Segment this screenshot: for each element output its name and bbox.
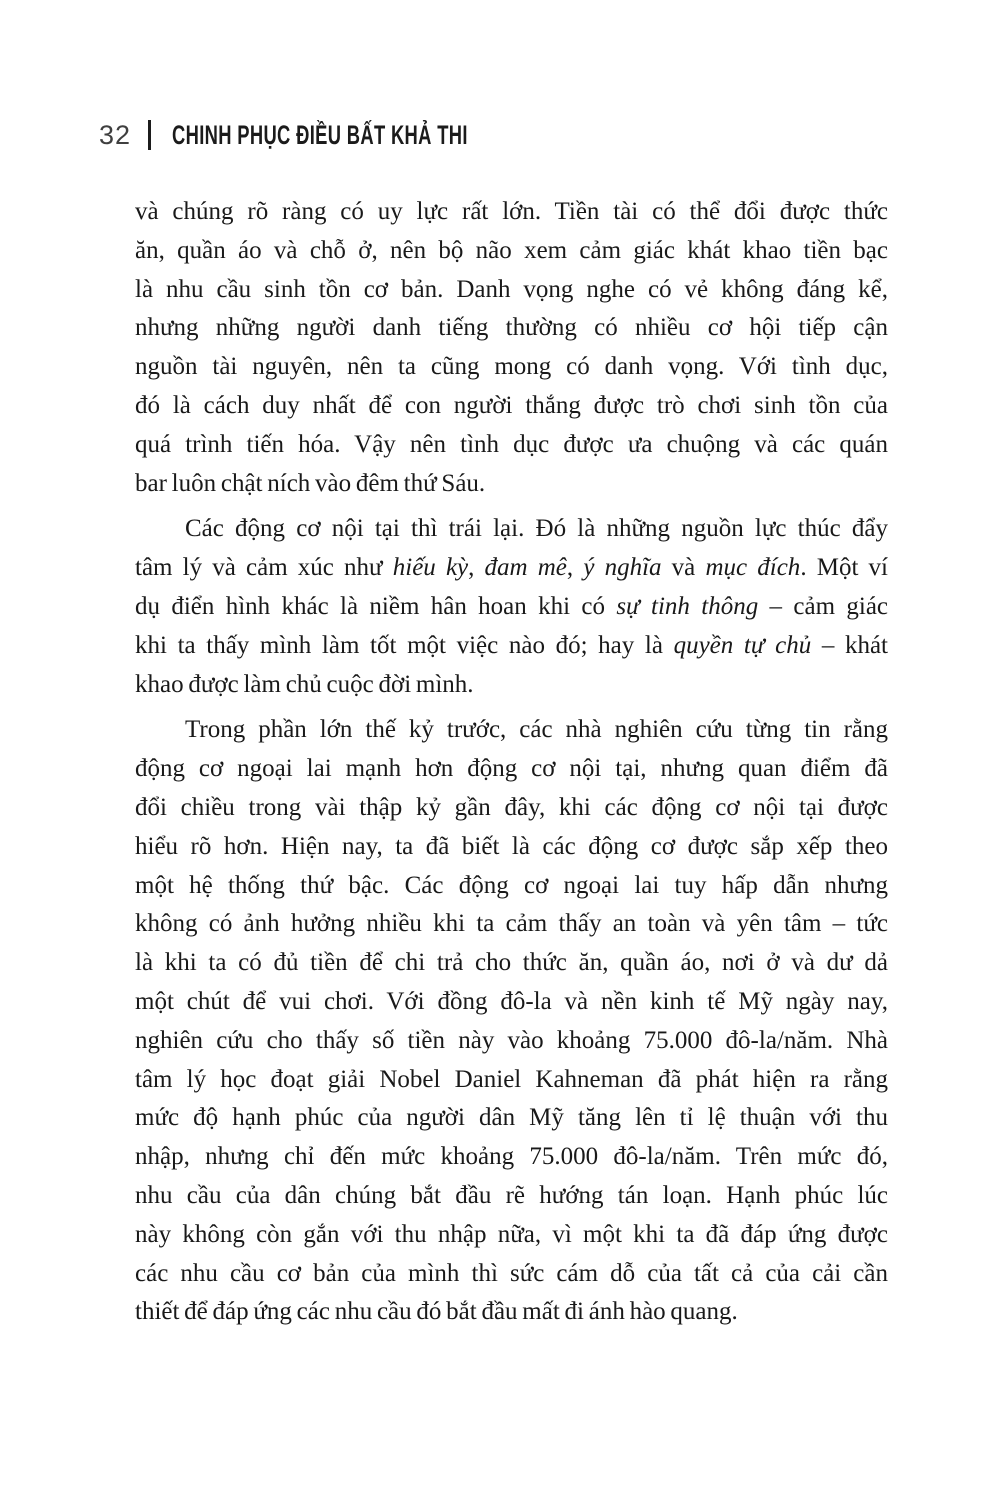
text-line: bar luôn chật ních vào đêm thứ Sáu. bbox=[135, 469, 486, 497]
page-number: 32 bbox=[99, 119, 132, 150]
text-line: là nhu cầu sinh tồn cơ bản. Danh vọng nghe có vẻ không đáng kể, bbox=[135, 275, 888, 303]
text-line: dụ điển hình khác là niềm hân hoan khi có sự tinh thông – cảm giác bbox=[135, 592, 889, 620]
text-line: động cơ ngoại lai mạnh hơn động cơ nội tại, nhưng quan điểm đã bbox=[135, 755, 888, 783]
text-line: khao được làm chủ cuộc đời mình. bbox=[135, 670, 474, 698]
text-line: đổi chiều trong vài thập kỷ gần đây, khi các động cơ nội tại được bbox=[135, 793, 888, 821]
text-line: ăn, quần áo và chỗ ở, nên bộ não xem cảm giác khát khao tiền bạc bbox=[135, 236, 888, 264]
text-line: Trong phần lớn thế kỷ trước, các nhà nghiên cứu từng tin rằng bbox=[185, 716, 888, 744]
text-line: một chút để vui chơi. Với đồng đô-la và nền kinh tế Mỹ ngày nay, bbox=[135, 987, 888, 1015]
page-header bbox=[99, 117, 607, 153]
text-line: một hệ thống thứ bậc. Các động cơ ngoại lai tuy hấp dẫn nhưng bbox=[135, 871, 888, 899]
text-line: các nhu cầu cơ bản của mình thì sức cám dỗ của tất cả của cải cần bbox=[135, 1259, 888, 1287]
text-line: hiểu rõ hơn. Hiện nay, ta đã biết là các động cơ được sắp xếp theo bbox=[135, 832, 888, 860]
text-line: nguồn tài nguyên, nên ta cũng mong có danh vọng. Với tình dục, bbox=[135, 353, 888, 381]
text-line: không có ảnh hưởng nhiều khi ta cảm thấy an toàn và yên tâm – tức bbox=[135, 910, 888, 938]
text-line: đó là cách duy nhất để con người thắng được trò chơi sinh tồn của bbox=[135, 391, 888, 419]
text-line: nhưng những người danh tiếng thường có nhiều cơ hội tiếp cận bbox=[135, 314, 888, 342]
text-line: và chúng rõ ràng có uy lực rất lớn. Tiền tài có thể đổi được thức bbox=[135, 198, 888, 225]
text-line: tâm lý học đoạt giải Nobel Daniel Kahneman đã phát hiện ra rằng bbox=[135, 1065, 888, 1093]
paragraph bbox=[135, 510, 888, 704]
text-line: Các động cơ nội tại thì trái lại. Đó là những nguồn lực thúc đẩy bbox=[185, 515, 888, 543]
text-line: khi ta thấy mình làm tốt một việc nào đó; hay là quyền tự chủ – khát bbox=[135, 631, 889, 659]
book-title: CHINH PHỤC ĐIỀU BẤT KHẢ THI bbox=[172, 119, 468, 150]
text-line: tâm lý và cảm xúc như hiếu kỳ, đam mê, ý nghĩa và mục đích. Một ví bbox=[135, 554, 888, 582]
header-divider bbox=[148, 120, 151, 150]
text-line: quá trình tiến hóa. Vậy nên tình dục được ưa chuộng và các quán bbox=[135, 430, 888, 458]
text-line: nhập, nhưng chỉ đến mức khoảng 75.000 đô-la/năm. Trên mức đó, bbox=[135, 1143, 888, 1171]
text-line: mức độ hạnh phúc của người dân Mỹ tăng lên tỉ lệ thuận với thu bbox=[135, 1104, 888, 1132]
text-line: này không còn gắn với thu nhập nữa, vì một khi ta đã đáp ứng được bbox=[135, 1220, 888, 1248]
text-line: nghiên cứu cho thấy số tiền này vào khoảng 75.000 đô-la/năm. Nhà bbox=[135, 1026, 888, 1054]
page-body bbox=[135, 193, 888, 1339]
text-line: là khi ta có đủ tiền để chi trả cho thức ăn, quần áo, nơi ở và dư dả bbox=[135, 949, 888, 977]
text-line: thiết để đáp ứng các nhu cầu đó bắt đầu mất đi ánh hào quang. bbox=[135, 1298, 738, 1326]
paragraph bbox=[135, 711, 888, 1332]
text-line: nhu cầu của dân chúng bắt đầu rẽ hướng tán loạn. Hạnh phúc lúc bbox=[135, 1181, 888, 1209]
paragraph bbox=[135, 193, 888, 503]
